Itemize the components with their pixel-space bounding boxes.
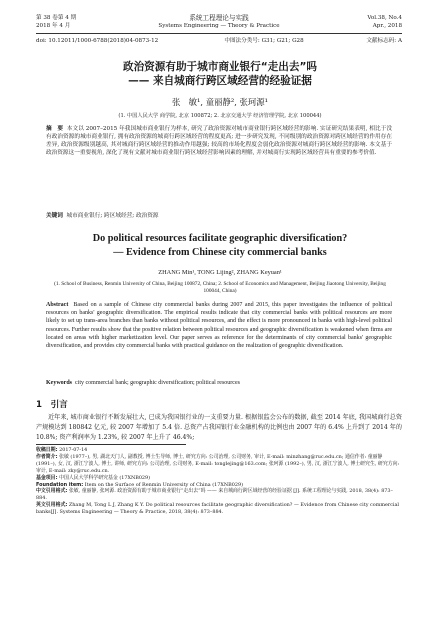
abstract-cn — [46, 125, 392, 157]
title-cn-line2: —— 来自城商行跨区域经营的经验证据 — [128, 75, 312, 87]
keywords-cn — [46, 210, 392, 219]
journal-name-cn: 系统工程理论与实践 — [189, 14, 249, 22]
volume-issue: 第 38 卷第 4 期 — [36, 15, 77, 21]
keywords-en — [46, 380, 392, 386]
volume-issue-en: Vol.38, No.4 — [367, 15, 402, 21]
footnote-en-citation: 英文引用格式: Zhang M, Tong L J, Zhang K Y. Do political resources facilitate geographic diversification? — Evidence from Chinese city commercial banks[J]. Systems Engineering — Theory & Practice, 2018, 38(4): 873–884. — [36, 502, 399, 516]
footnote-rule — [36, 444, 186, 445]
footnote-received: 收稿日期: 2017-07-14 — [36, 447, 88, 453]
doi: doi: 10.12011/1000-6788(2018)04-0873-12 — [36, 38, 159, 44]
authors-cn: 张 敏¹, 童丽静², 张珂源¹ — [171, 97, 269, 107]
footnote-foundation: Foundation item: Item on the Surface of Renmin University of China (17XNB029) — [36, 481, 243, 488]
section-heading-introduction: 1 引言 — [36, 400, 68, 410]
abstract-cn-text: 本文以 2007–2015 年我国城市商业银行为样本, 研究了政治资源对城市商业银行跨区域经营的影响. 实证研究结果表明, 相比于没有政治资源的城市商业银行, 拥有政治资源的城商行跨区域经营的程度更高; 进一步研究发现, 不同级别的政治资源对跨区域经营的作用存在差异, 政治资源级别越高, 其对城商行跨区域经营的推动作用越强; 较高的市场化程度会弱化政治资源对城商行跨区域经营的影响. 本文基于政治资源这一重要视角, 深化了现有文献对城市商业银行跨区域经营影响因素的理解, 并对城商行实现跨区域经营具有重要的参考价值. — [46, 126, 392, 157]
abstract-en-label: Abstract — [46, 302, 69, 308]
affiliation-en: (1. School of Business, Renmin University of China, Beijing 100872, China; 2. School of Economics and Management, Beijing Jiaotong University, Beijing 100044, China) — [54, 281, 386, 295]
keywords-en-label: Keywords — [46, 380, 72, 386]
footnotes — [36, 447, 402, 516]
journal-name-en: Systems Engineering — Theory & Practice — [158, 23, 280, 29]
title-en — [30, 232, 410, 259]
document-code: 文献标志码: A — [366, 38, 402, 44]
clc-number: 中图法分类号: G31; G21; G28 — [224, 38, 304, 44]
title-cn — [30, 60, 410, 88]
keywords-cn-label: 关键词 — [46, 213, 63, 219]
title-en-line2: — Evidence from Chinese city commercial banks — [113, 246, 327, 258]
authors-en: ZHANG Min¹, TONG Lijing², ZHANG Keyuan¹ — [158, 269, 282, 276]
footnote-author-info: 作者简介: 张敏 (1977–), 男, 湖北天门人, 副教授, 博士生导师, 博士, 研究方向: 公司治理, 公司财务, 审计, E-mail: minzhang@ruc.edu.cn; 通信作者: 童丽静 (1991–), 女, 汉, 浙江宁波人, 博士, 讲师, 研究方向: 公司治理, 公司财务, E-mail: tonglejing@163.com; 张珂源 (1992–), 男, 汉, 浙江宁波人, 博士研究生, 研究方向: 审计, E-mail: zky@ruc.edu.cn. — [36, 453, 400, 474]
issue-date-cn: 2018 年 4 月 — [36, 23, 71, 29]
abstract-en — [46, 301, 392, 350]
title-en-line1: Do political resources facilitate geographic diversification? — [92, 233, 348, 244]
footnote-cn-citation: 中文引用格式: 张敏, 童丽静, 张珂源. 政治资源有助于城市商业银行“走出去”吗 —— 来自城商行跨区域经营的经验证据 [J]. 系统工程理论与实践, 2018, 38(4): 873–884. — [36, 488, 393, 502]
affiliation-cn: (1. 中国人民大学 商学院, 北京 100872; 2. 北京交通大学 经济管理学院, 北京 100044) — [118, 113, 322, 119]
title-cn-line1: 政治资源有助于城市商业银行“走出去”吗 — [122, 61, 318, 73]
keywords-en-text: city commercial bank; geographic diversification; political resources — [75, 380, 240, 386]
issue-date-en: Apr., 2018 — [372, 23, 402, 29]
header-rule — [36, 33, 402, 34]
keywords-cn-text: 城市商业银行; 跨区域经营; 政治资源 — [66, 213, 159, 219]
footnote-fund: 基金项目: 中国人民大学科学研究基金 (17XNB029) — [36, 474, 151, 481]
intro-paragraph: 近年来, 城市商业银行不断发展壮大, 已成为我国银行业的一支重要力量. 根据银监会公布的数据, 截至 2014 年底, 我国城商行总资产规模达到 180842 亿元, 较 2007 年增加了 5.4 倍. 总资产占我国银行业金融机构的比例也由 2007 年的 6.4% 上升到了 2014 年的 10.8%; 资产利润率为 1.23%, 较 2007 年上升了 46.4%; — [36, 414, 402, 441]
abstract-cn-label: 摘 要 — [46, 126, 64, 132]
abstract-en-text: Based on a sample of Chinese city commercial banks during 2007 and 2015, this paper investigates the influence of political resources on banks' geographic diversification. The empirical results indicate that city commercial banks with political resources are more likely to set up trans-area branches than banks without political resources, and the effect is more pronounced in banks with high-level political resources. Further results show that the positive relation between political resources and geographic diversification is weakened when firms are located on areas with higher marketization level. Our paper serves as reference for the determinants of city commercial banks' geographic diversification, and provides city commercial banks with practical guidance on the realization of geographic diversification. — [46, 302, 393, 350]
